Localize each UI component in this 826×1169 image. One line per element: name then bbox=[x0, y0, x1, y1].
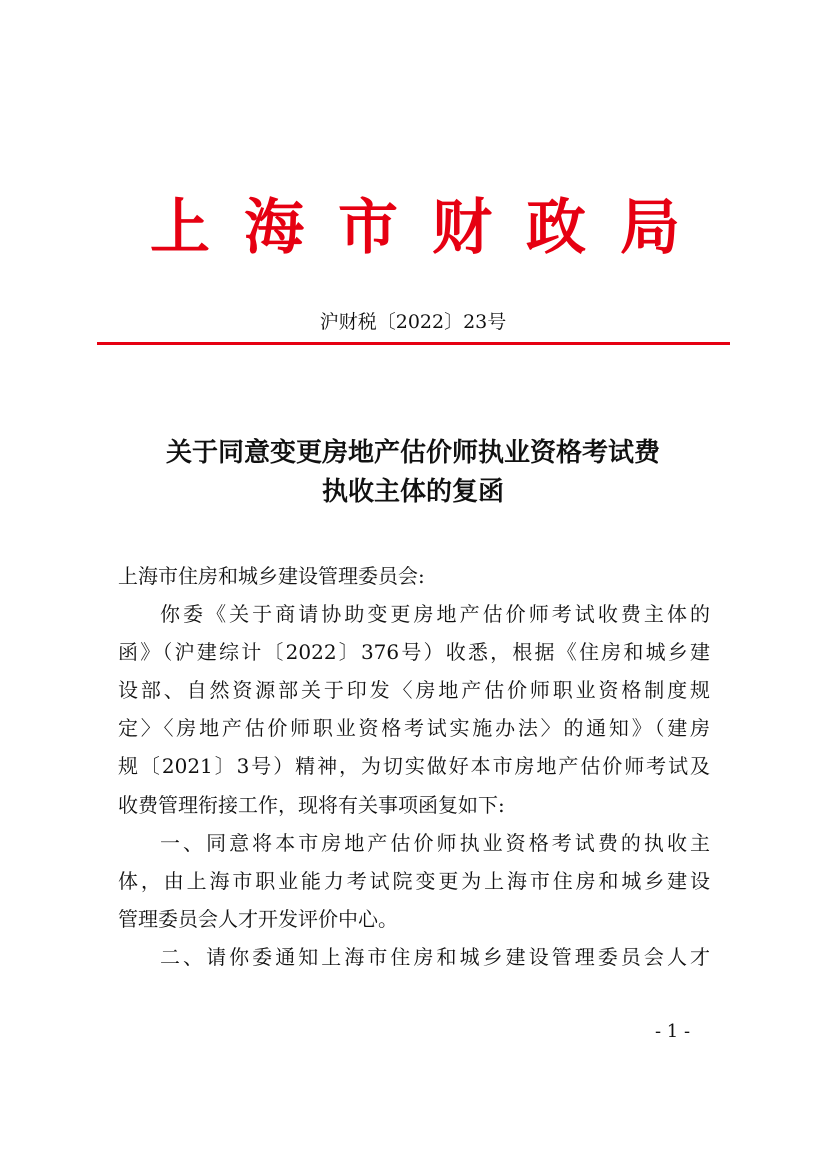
body-line: 设部、自然资源部关于印发〈房地产估价师职业资格制度规 bbox=[118, 678, 710, 702]
page-number: - 1 - bbox=[655, 1021, 691, 1042]
body-line: 你委《关于商请协助变更房地产估价师考试收费主体的 bbox=[160, 602, 710, 626]
body-line: 管理委员会人才开发评价中心。 bbox=[118, 907, 398, 931]
document-title-line-1: 关于同意变更房地产估价师执业资格考试费 bbox=[165, 438, 660, 468]
body-line: 体，由上海市职业能力考试院变更为上海市住房和城乡建设 bbox=[118, 869, 710, 893]
body-line: 二、请你委通知上海市住房和城乡建设管理委员会人才 bbox=[160, 945, 710, 969]
body-line: 一、同意将本市房地产估价师执业资格考试费的执收主 bbox=[160, 831, 710, 855]
issuing-organization: 上海市财政局 bbox=[150, 193, 680, 263]
body-line: 定〉〈房地产估价师职业资格考试实施办法〉的通知》（建房 bbox=[118, 716, 710, 740]
body-line: 函》（沪建综计〔2022〕376号）收悉，根据《住房和城乡建 bbox=[118, 640, 710, 664]
salutation: 上海市住房和城乡建设管理委员会: bbox=[118, 564, 425, 588]
body-line: 规〔2021〕3号）精神，为切实做好本市房地产估价师考试及 bbox=[118, 754, 710, 778]
document-number: 沪财税〔2022〕23号 bbox=[319, 311, 507, 333]
red-divider bbox=[97, 342, 730, 345]
document-title-line-2: 执收主体的复函 bbox=[321, 477, 504, 507]
body-line: 收费管理衔接工作，现将有关事项函复如下: bbox=[118, 793, 505, 817]
